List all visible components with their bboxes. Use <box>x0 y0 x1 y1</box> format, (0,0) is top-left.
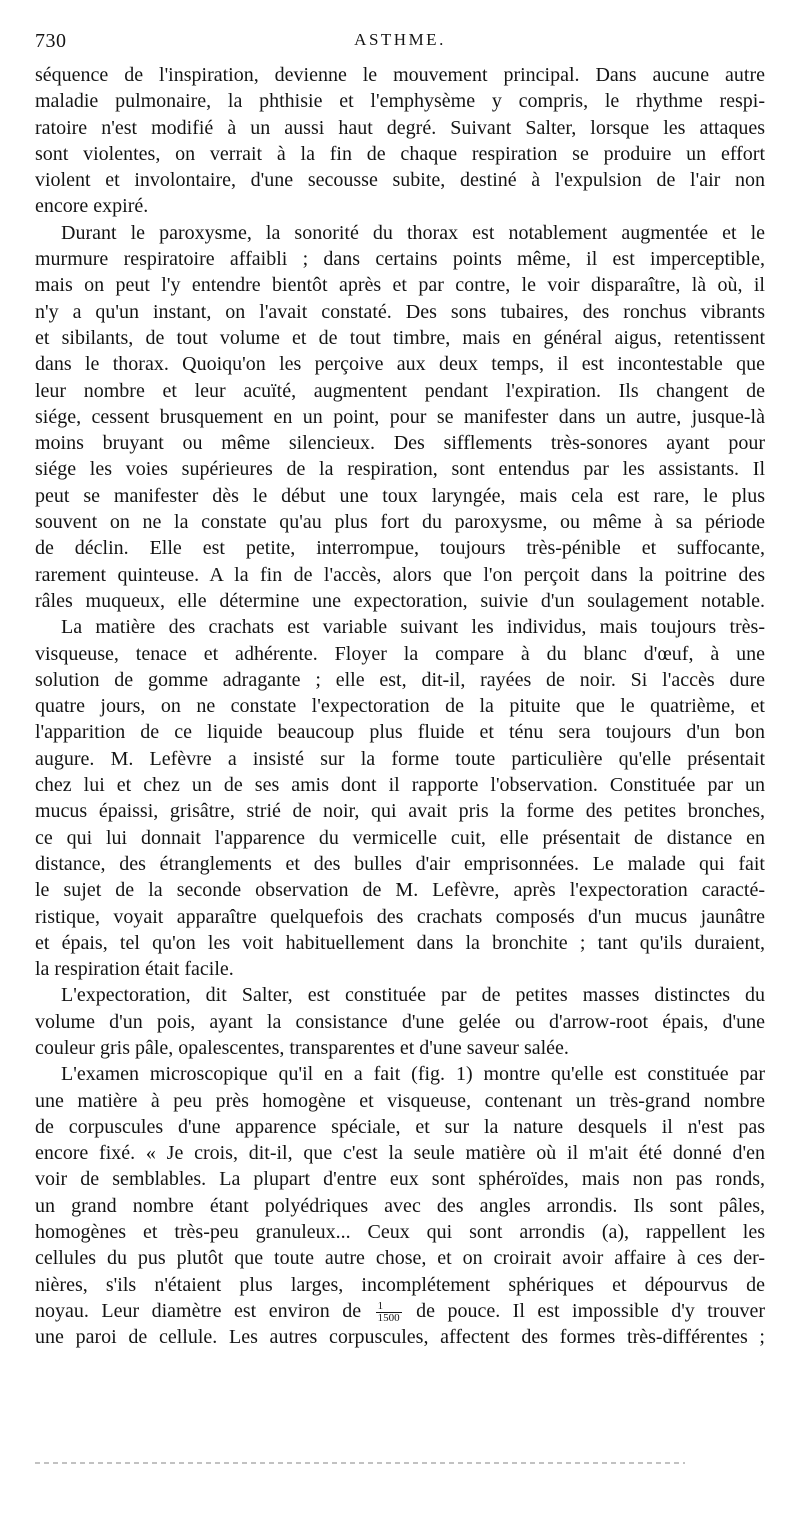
paragraph <box>35 62 765 220</box>
text-line: moins bruyant ou même silencieux. Des sifflements très-sonores ayant pour <box>35 432 765 455</box>
text-line: couleur gris pâle, opalescentes, transparentes et d'une saveur salée. <box>35 1036 569 1059</box>
text-line: peut se manifester dès le début une toux laryngée, mais cela est rare, le plus <box>35 484 765 507</box>
text-line: visqueuse, tenace et adhérente. Floyer la compare à du blanc d'œuf, à une <box>35 642 765 665</box>
text-line: râles muqueux, elle détermine une expectoration, suivie d'un soulagement notable. <box>35 589 765 612</box>
text-line: nières, s'ils n'étaient plus larges, incomplétement sphériques et dépourvus de <box>35 1273 765 1296</box>
fraction <box>376 1301 402 1324</box>
text-line: violent et involontaire, d'une secousse subite, destiné à l'expulsion de l'air non <box>35 169 765 192</box>
text-line: quatre jours, on ne constate l'expectoration de la pituite que le quatrième, et <box>35 695 765 718</box>
text-line: le sujet de la seconde observation de M. Lefèvre, après l'expectoration caracté- <box>35 879 765 902</box>
text-line: rarement quinteuse. A la fin de l'accès, alors que l'on perçoit dans la poitrine des <box>35 563 765 586</box>
text-line: encore fixé. « Je crois, dit-il, que c'est la seule matière où il m'ait été donné d'en <box>35 1142 765 1165</box>
text-line: distance, des étranglements et des bulles d'air emprisonnées. Le malade qui fait <box>35 852 765 875</box>
paragraph <box>35 1061 765 1350</box>
text-line: maladie pulmonaire, la phthisie et l'emphysème y compris, le rhythme respi- <box>35 90 765 113</box>
page-header <box>35 30 765 56</box>
text-line: de corpuscules d'une apparence spéciale, et sur la nature desquels il n'est pas <box>35 1115 765 1138</box>
text-line: ristique, voyait apparaître quelquefois des crachats composés d'un mucus jaunâtre <box>35 905 765 928</box>
text-line: Durant le paroxysme, la sonorité du thorax est notablement augmentée et le <box>61 221 765 244</box>
fraction-numerator: 1 <box>376 1301 402 1313</box>
running-title: ASTHME. <box>354 30 446 49</box>
text-line: augure. M. Lefèvre a insisté sur la forme toute particulière qu'elle présentait <box>35 747 765 770</box>
text-line: La matière des crachats est variable suivant les individus, mais toujours très- <box>61 616 765 639</box>
text-line: mais on peut l'y entendre bientôt après et par contre, le voir disparaître, là où, il <box>35 274 765 297</box>
text-line: L'examen microscopique qu'il en a fait (fig. 1) montre qu'elle est constituée par <box>61 1063 765 1086</box>
text-line: cellules du pus plutôt que toute autre chose, et on croirait avoir affaire à ces der- <box>35 1247 765 1270</box>
text-line: siége les voies supérieures de la respiration, sont entendus par les assistants. Il <box>35 458 765 481</box>
text-line: dans le thorax. Quoiqu'on les perçoive aux deux temps, il est incontestable que <box>35 353 765 376</box>
text-line: mucus épaissi, grisâtre, strié de noir, qui avait pris la forme des petites bronches, <box>35 800 765 823</box>
text-line: encore expiré. <box>35 195 149 218</box>
text-fragment: noyau. Leur diamètre est environ de <box>35 1299 362 1322</box>
text-line: ratoire n'est modifié à un aussi haut degré. Suivant Salter, lorsque les attaques <box>35 116 765 139</box>
text-line: chez lui et chez un de ses amis dont il rapporte l'observation. Constituée par un <box>35 774 765 797</box>
text-line: souvent on ne la constate qu'au plus fort du paroxysme, ou même à sa période <box>35 511 765 534</box>
text-line: et sibilants, de tout volume et de tout timbre, mais en général aigus, retentissent <box>35 326 765 349</box>
text-line: volume d'un pois, ayant la consistance d'une gelée ou d'arrow-root épais, d'une <box>35 1010 765 1033</box>
text-line: siége, cessent brusquement en un point, pour se manifester dans un autre, jusque-là <box>35 405 765 428</box>
paragraph <box>35 982 765 1061</box>
text-line: n'y a qu'un instant, on l'avait constaté. Des sons tubaires, des ronchus vibrants <box>35 300 765 323</box>
text-line: L'expectoration, dit Salter, est constituée par de petites masses distinctes du <box>61 984 765 1007</box>
text-line: solution de gomme adragante ; elle est, dit-il, rayées de noir. Si l'accès dure <box>35 668 765 691</box>
text-fragment: de pouce. Il est impossible d'y trouver <box>416 1299 766 1322</box>
text-line: séquence de l'inspiration, devienne le mouvement principal. Dans aucune autre <box>35 64 765 86</box>
paragraph <box>35 614 765 982</box>
text-line: homogènes et très-peu granuleux... Ceux qui sont arrondis (a), rappellent les <box>35 1221 765 1244</box>
text-line: une matière à peu près homogène et visqueuse, contenant un très-grand nombre <box>35 1089 765 1112</box>
page-body <box>35 62 765 1351</box>
text-line: de déclin. Elle est petite, interrompue, toujours très-pénible et suffocante, <box>35 537 765 560</box>
text-line: l'apparition de ce liquide beaucoup plus fluide et ténu sera toujours d'un bon <box>35 721 765 744</box>
text-line: ce qui lui donnait l'apparence du vermicelle cuit, elle présentait de distance en <box>35 826 765 849</box>
paragraph <box>35 220 765 614</box>
text-line: un grand nombre étant polyédriques avec des angles arrondis. Ils sont pâles, <box>35 1194 765 1217</box>
text-line-with-fraction <box>35 1298 765 1324</box>
text-line: murmure respiratoire affaibli ; dans certains points même, il est imperceptible, <box>35 248 765 271</box>
footer-rule <box>35 1462 685 1464</box>
page-number: 730 <box>35 30 67 52</box>
text-line: une paroi de cellule. Les autres corpuscules, affectent des formes très-différentes ; <box>35 1326 765 1349</box>
text-line: et épais, tel qu'on les voit habituellement dans la bronchite ; tant qu'ils duraient, <box>35 931 765 954</box>
text-line: voir de semblables. La plupart d'entre eux sont sphéroïdes, mais non pas ronds, <box>35 1168 765 1191</box>
text-line: la respiration était facile. <box>35 958 234 981</box>
fraction-denominator: 1500 <box>377 1311 400 1324</box>
text-line: sont violentes, on verrait à la fin de chaque respiration se produire un effort <box>35 142 765 165</box>
text-line: leur nombre et leur acuïté, augmentent pendant l'expiration. Ils changent de <box>35 379 765 402</box>
